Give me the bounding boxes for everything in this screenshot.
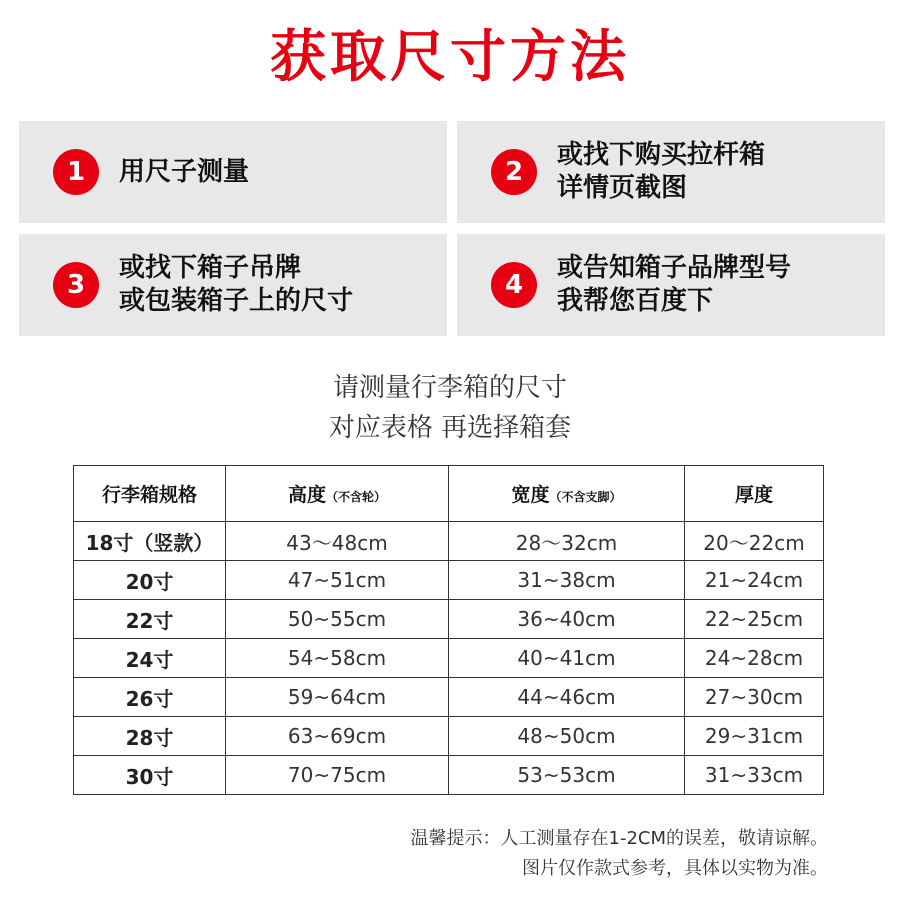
cell-width: 48~50cm <box>449 717 685 756</box>
number-badge-4: 4 <box>491 262 537 308</box>
header-height-note: （不含轮） <box>326 490 387 504</box>
header-height <box>226 466 449 522</box>
cell-depth: 31~33cm <box>685 756 824 795</box>
cell-height: 59~64cm <box>226 678 449 717</box>
cell-width: 44~46cm <box>449 678 685 717</box>
cell-height: 50~55cm <box>226 600 449 639</box>
intro-line-1: 请测量行李箱的尺寸 <box>332 373 567 403</box>
cell-width: 40~41cm <box>449 639 685 678</box>
cell-depth: 24~28cm <box>685 639 824 678</box>
method-text-3 <box>119 252 353 318</box>
size-table <box>73 465 824 795</box>
table-row <box>74 717 824 756</box>
number-badge-3: 3 <box>53 262 99 308</box>
method-text-2 <box>557 139 765 205</box>
cell-spec: 18寸（竖款） <box>74 522 226 561</box>
cell-width: 53~53cm <box>449 756 685 795</box>
footnote <box>411 824 829 884</box>
cell-spec: 20寸 <box>74 561 226 600</box>
table-row <box>74 600 824 639</box>
table-row <box>74 678 824 717</box>
cell-depth: 22~25cm <box>685 600 824 639</box>
method-card-1 <box>19 121 447 223</box>
cell-width: 36~40cm <box>449 600 685 639</box>
cell-depth: 29~31cm <box>685 717 824 756</box>
method-4-line-1: 或告知箱子品牌型号 <box>557 253 792 283</box>
cell-spec: 22寸 <box>74 600 226 639</box>
number-badge-1: 1 <box>53 149 99 195</box>
method-text-1 <box>119 156 249 189</box>
method-3-line-2: 或包装箱子上的尺寸 <box>119 286 354 316</box>
method-card-4 <box>457 234 885 336</box>
cell-width: 31~38cm <box>449 561 685 600</box>
cell-spec: 30寸 <box>74 756 226 795</box>
header-spec-label: 行李箱规格 <box>101 484 197 506</box>
method-4-line-2: 我帮您百度下 <box>557 286 714 316</box>
cell-spec: 28寸 <box>74 717 226 756</box>
measure-instructions <box>0 368 900 448</box>
cell-spec: 26寸 <box>74 678 226 717</box>
page-title: 获取尺寸方法 <box>270 25 630 90</box>
header-width-label: 宽度 <box>511 484 550 506</box>
method-2-line-2: 详情页截图 <box>557 173 688 203</box>
footnote-line-1: 温馨提示：人工测量存在1-2CM的误差，敬请谅解。 <box>410 828 828 849</box>
cell-height: 63~69cm <box>226 717 449 756</box>
header-width-note: （不含支脚） <box>549 490 622 504</box>
table-row <box>74 522 824 561</box>
cell-depth: 20～22cm <box>685 522 824 561</box>
method-3-line-1: 或找下箱子吊牌 <box>119 253 302 283</box>
cell-height: 70~75cm <box>226 756 449 795</box>
table-row <box>74 639 824 678</box>
method-1-line-1: 用尺子测量 <box>119 156 250 187</box>
method-card-2 <box>457 121 885 223</box>
table-header-row <box>74 466 824 522</box>
table-row <box>74 756 824 795</box>
cell-height: 54~58cm <box>226 639 449 678</box>
table-row <box>74 561 824 600</box>
method-2-line-1: 或找下购买拉杆箱 <box>557 140 766 170</box>
method-text-4 <box>557 252 791 318</box>
cell-spec: 24寸 <box>74 639 226 678</box>
header-depth-label: 厚度 <box>734 484 773 506</box>
method-card-3 <box>19 234 447 336</box>
header-height-label: 高度 <box>287 484 326 506</box>
header-spec <box>74 466 226 522</box>
cell-depth: 27~30cm <box>685 678 824 717</box>
header-width <box>449 466 685 522</box>
footnote-line-2: 图片仅作款式参考，具体以实物为准。 <box>522 858 828 879</box>
cell-width: 28～32cm <box>449 522 685 561</box>
number-badge-2: 2 <box>491 149 537 195</box>
intro-line-2: 对应表格 再选择箱套 <box>328 413 572 443</box>
cell-height: 47~51cm <box>226 561 449 600</box>
cell-depth: 21~24cm <box>685 561 824 600</box>
header-depth <box>685 466 824 522</box>
cell-height: 43～48cm <box>226 522 449 561</box>
